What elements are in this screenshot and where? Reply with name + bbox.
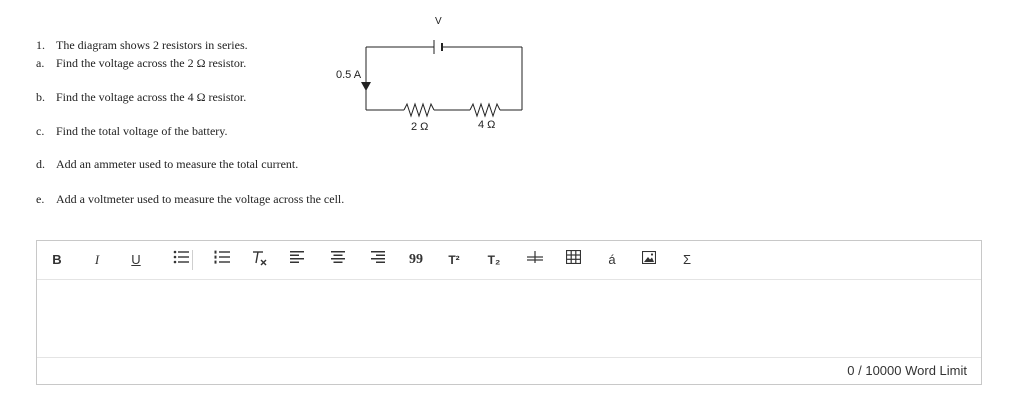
horizontal-line-icon	[527, 250, 543, 264]
question-part-e	[36, 192, 344, 207]
part-letter: d.	[36, 157, 45, 171]
current-label: 0.5 A	[336, 69, 362, 81]
blockquote-button[interactable]: 99	[409, 252, 423, 267]
resistor-2-ohm	[404, 104, 434, 116]
bulleted-list-button[interactable]	[173, 250, 189, 270]
editor-toolbar	[37, 241, 981, 280]
align-right-icon	[371, 250, 385, 264]
numbered-list-button[interactable]	[214, 250, 230, 270]
answer-text-area[interactable]	[37, 280, 981, 360]
question-part-c	[36, 124, 228, 139]
horizontal-line-button[interactable]	[527, 250, 543, 270]
question-intro-text: The diagram shows 2 resistors in series.	[56, 38, 248, 52]
question-intro	[36, 38, 248, 53]
question-part-a	[36, 56, 246, 71]
bold-button[interactable]: B	[52, 252, 62, 267]
special-character-button[interactable]: á	[608, 252, 616, 267]
insert-image-button[interactable]	[642, 250, 656, 270]
part-text: Add a voltmeter used to measure the voltage across the cell.	[56, 192, 345, 206]
italic-button[interactable]: I	[94, 252, 100, 267]
numbered-list-icon	[214, 250, 230, 264]
editor-status-bar	[37, 357, 981, 384]
table-button[interactable]	[566, 250, 581, 270]
answer-editor	[36, 240, 982, 385]
clear-formatting-button[interactable]	[251, 250, 267, 270]
part-letter: a.	[36, 56, 45, 70]
image-icon	[642, 251, 656, 264]
align-left-icon	[290, 250, 304, 264]
question-part-b	[36, 90, 246, 105]
circuit-diagram	[330, 6, 540, 136]
subscript-button[interactable]: T₂	[487, 253, 501, 267]
part-text: Find the voltage across the 4 Ω resistor.	[56, 90, 247, 104]
align-center-button[interactable]	[331, 250, 345, 270]
align-left-button[interactable]	[290, 250, 304, 270]
part-text: Find the total voltage of the battery.	[56, 124, 228, 138]
superscript-button[interactable]: T²	[448, 253, 460, 267]
battery-label: V	[435, 16, 442, 27]
part-text: Find the voltage across the 2 Ω resistor.	[56, 56, 247, 70]
table-icon	[566, 250, 581, 264]
current-arrow-icon	[361, 82, 371, 91]
question-number: 1.	[36, 38, 45, 52]
toolbar-divider	[192, 250, 193, 270]
resistor-2-label: 4 Ω	[478, 119, 496, 131]
part-letter: b.	[36, 90, 45, 104]
question-part-d	[36, 157, 298, 172]
part-text: Add an ammeter used to measure the total current.	[56, 157, 299, 171]
word-count: 0 / 10000 Word Limit	[847, 363, 967, 378]
part-letter: c.	[36, 124, 45, 138]
bulleted-list-icon	[173, 250, 189, 264]
part-letter: e.	[36, 192, 45, 206]
align-right-button[interactable]	[371, 250, 385, 270]
clear-formatting-icon	[251, 250, 267, 266]
align-center-icon	[331, 250, 345, 264]
underline-button[interactable]: U	[131, 252, 141, 267]
resistor-4-ohm	[470, 104, 500, 116]
resistor-1-label: 2 Ω	[411, 121, 429, 133]
equation-button[interactable]: Σ	[682, 252, 692, 267]
